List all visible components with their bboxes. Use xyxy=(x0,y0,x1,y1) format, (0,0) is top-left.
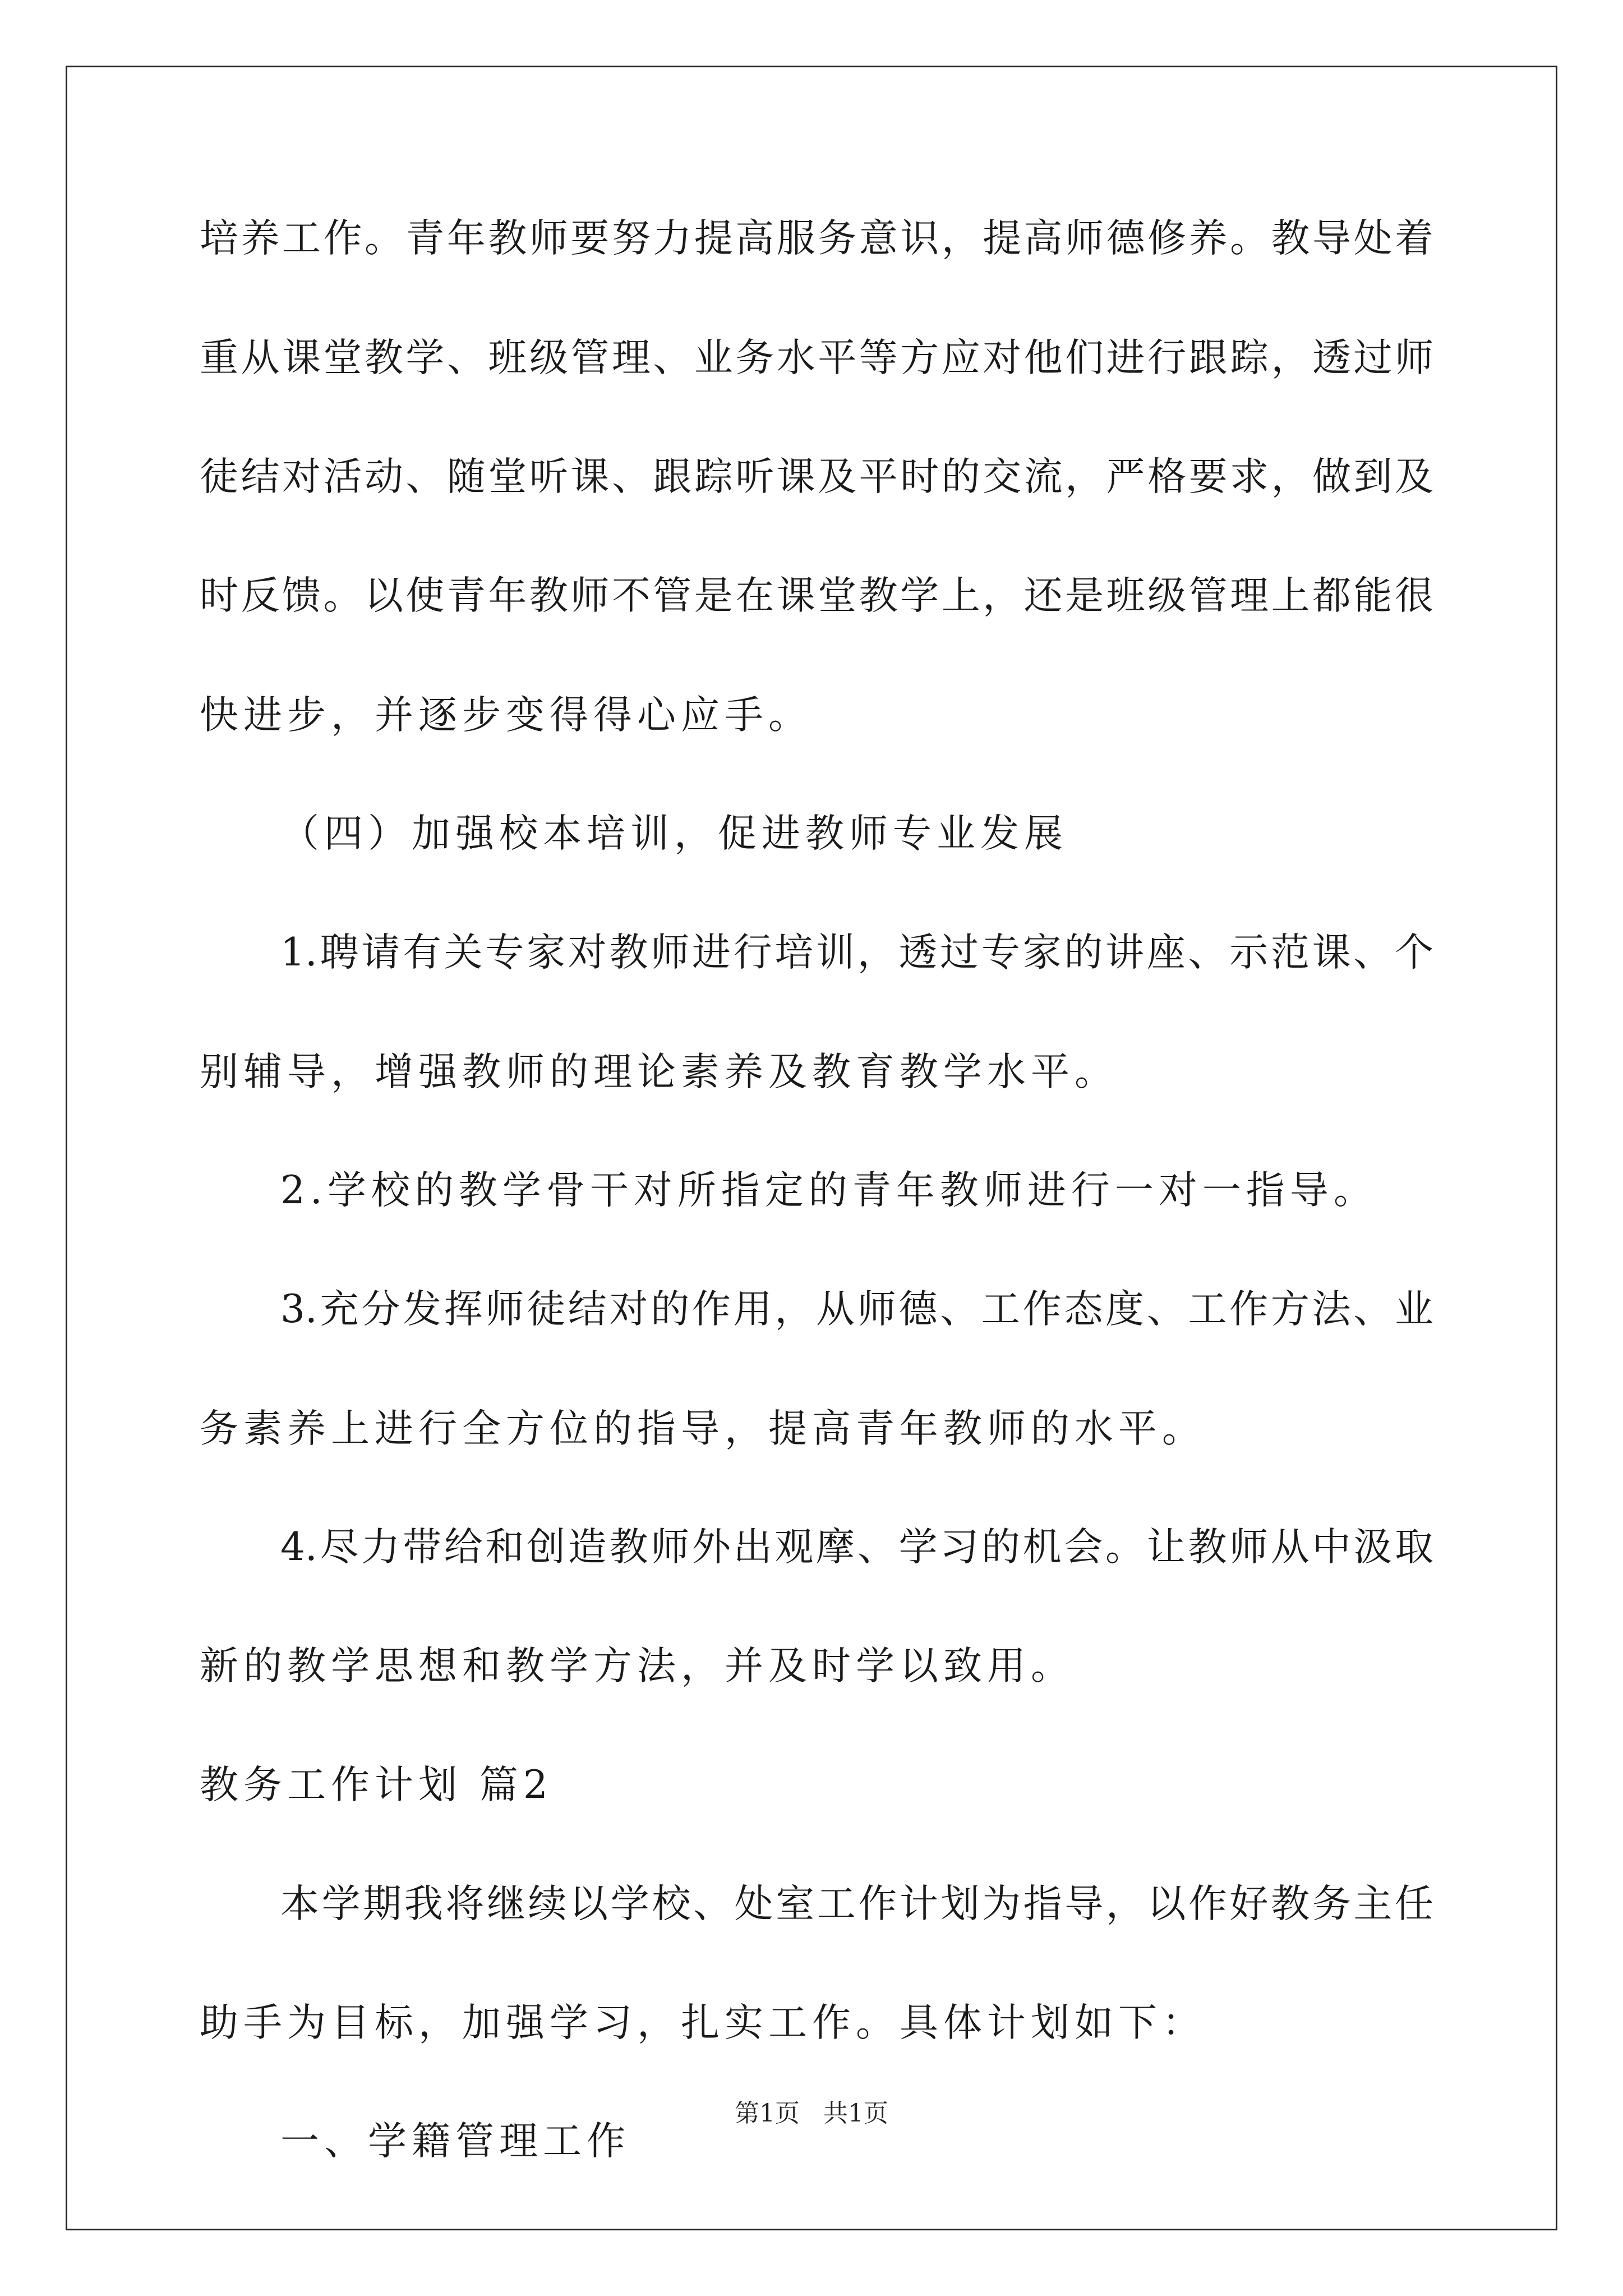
paragraph-line: 助手为目标，加强学习，扎实工作。具体计划如下： xyxy=(200,2000,1206,2045)
document-title: 教务工作计划 篇2 xyxy=(200,1763,553,1807)
paragraph-line: 培养工作。青年教师要努力提高服务意识，提高师德修养。教导处着 xyxy=(200,216,1433,261)
paragraph-line: 重从课堂教学、班级管理、业务水平等方应对他们进行跟踪，透过师 xyxy=(200,335,1433,380)
page-footer: 第1页 共1页 xyxy=(735,2099,888,2128)
paragraph-line: 新的教学思想和教学方法，并及时学以致用。 xyxy=(200,1644,1075,1688)
list-item-3: 3.充分发挥师徒结对的作用，从师德、工作态度、工作方法、业 xyxy=(280,1287,1433,1332)
paragraph-line: 别辅导，增强教师的理论素养及教育教学水平。 xyxy=(200,1050,1118,1094)
list-item-1: 1.聘请有关专家对教师进行培训，透过专家的讲座、示范课、个 xyxy=(280,930,1433,975)
list-item-2: 2.学校的教学骨干对所指定的青年教师进行一对一指导。 xyxy=(280,1168,1377,1213)
paragraph-line: 时反馈。以使青年教师不管是在课堂教学上，还是班级管理上都能很 xyxy=(200,573,1433,618)
paragraph-line: 务素养上进行全方位的指导，提高青年教师的水平。 xyxy=(200,1406,1206,1451)
paragraph-line: 快进步，并逐步变得得心应手。 xyxy=(200,693,812,738)
section-heading: 一、学籍管理工作 xyxy=(280,2119,630,2164)
section-heading: （四）加强校本培训，促进教师专业发展 xyxy=(280,811,1068,856)
paragraph-line: 徒结对活动、随堂听课、跟踪听课及平时的交流，严格要求，做到及 xyxy=(200,454,1433,499)
list-item-4: 4.尽力带给和创造教师外出观摩、学习的机会。让教师从中汲取 xyxy=(280,1525,1433,1570)
paragraph-line: 本学期我将继续以学校、处室工作计划为指导，以作好教务主任 xyxy=(280,1881,1433,1926)
